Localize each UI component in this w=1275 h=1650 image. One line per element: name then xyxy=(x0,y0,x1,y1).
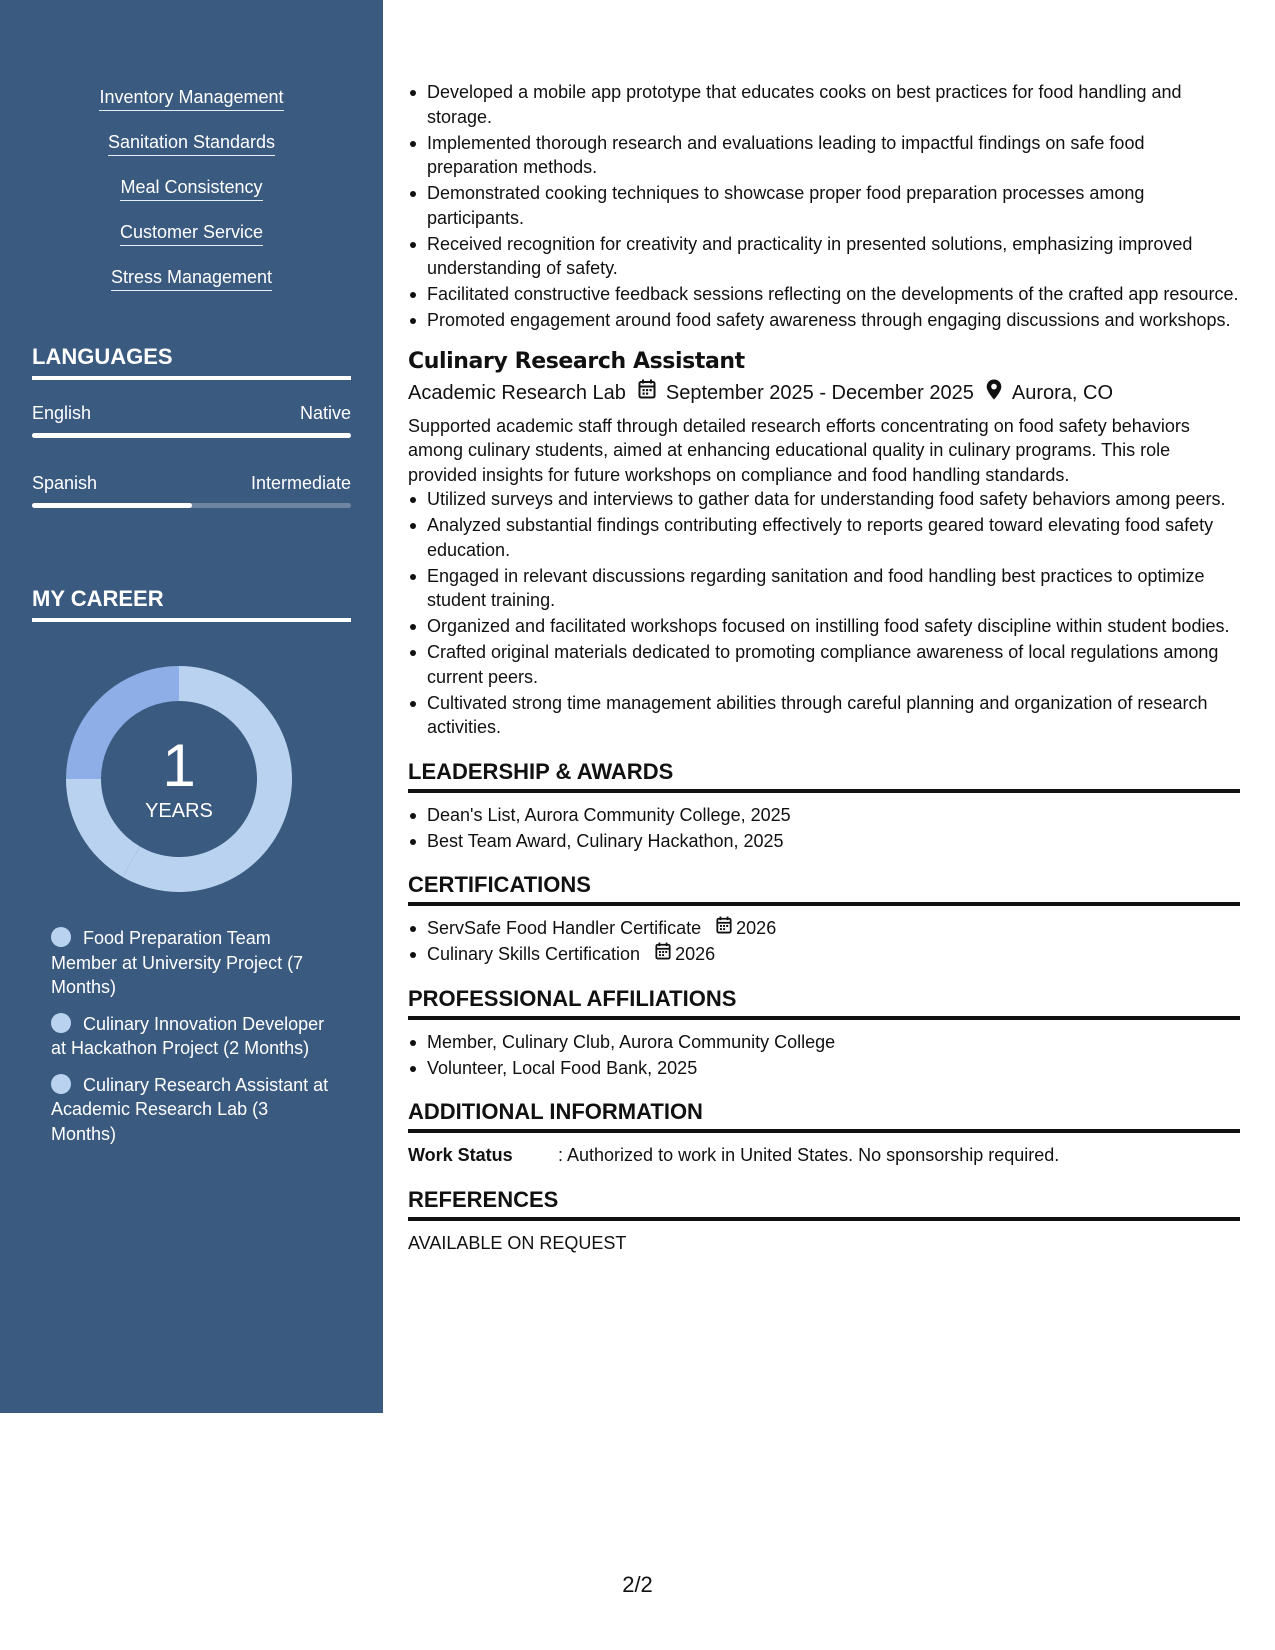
languages-heading: LANGUAGES xyxy=(32,344,351,380)
bullet-item: Developed a mobile app prototype that educates cooks on best practices for food handling and storage. xyxy=(408,80,1240,129)
job-company: Academic Research Lab xyxy=(408,382,626,404)
work-status-value: : Authorized to work in United States. No sponsorship required. xyxy=(558,1145,1060,1165)
job-location: Aurora, CO xyxy=(1011,382,1114,404)
career-dot-icon xyxy=(51,1074,71,1094)
certifications-list xyxy=(408,916,1240,967)
award-item: Dean's List, Aurora Community College, 2025 xyxy=(408,803,1240,828)
career-years-unit: YEARS xyxy=(145,800,213,822)
career-years-value: 1 xyxy=(162,732,196,799)
bullet-item: Organized and facilitated workshops focused on instilling food safety discipline within student bodies. xyxy=(408,614,1240,639)
affiliation-item: Volunteer, Local Food Bank, 2025 xyxy=(408,1056,1240,1081)
skill-item: Customer Service xyxy=(120,221,263,246)
language-bar xyxy=(32,503,351,508)
bullet-item: Facilitated constructive feedback sessions reflecting on the developments of the crafted app resource. xyxy=(408,282,1240,307)
job-description: Supported academic staff through detailed research efforts concentrating on food safety behaviors among culinary students, aimed at enhancing educational quality in culinary programs. This role provided insights for future workshops on compliance and food handling standards. xyxy=(408,415,1190,485)
skills-list xyxy=(0,86,383,311)
bullet-item: Utilized surveys and interviews to gather data for understanding food safety behaviors among peers. xyxy=(408,487,1240,512)
career-item-text: Food Preparation Team Member at University Project (7 Months) xyxy=(51,928,304,997)
career-item xyxy=(51,1012,331,1061)
language-english xyxy=(32,403,351,438)
certification-name: ServSafe Food Handler Certificate xyxy=(427,918,702,938)
page-number: 2/2 xyxy=(622,1572,653,1597)
certification-item xyxy=(408,916,1240,941)
bullet-item: Crafted original materials dedicated to promoting compliance awareness of local regulations among current peers. xyxy=(408,640,1240,689)
additional-info-heading: ADDITIONAL INFORMATION xyxy=(408,1098,1240,1133)
bullet-item: Received recognition for creativity and practicality in presented solutions, emphasizing improved understanding of safety. xyxy=(408,232,1240,281)
main-content xyxy=(408,80,1240,1255)
career-item-text: Culinary Research Assistant at Academic Research Lab (3 Months) xyxy=(51,1074,329,1144)
bullet-item: Engaged in relevant discussions regarding sanitation and food handling best practices to optimize student training. xyxy=(408,564,1240,613)
certification-item xyxy=(408,942,1240,967)
career-donut xyxy=(66,666,292,892)
career-dot-icon xyxy=(51,927,71,947)
language-name: English xyxy=(32,403,92,423)
skill-item: Meal Consistency xyxy=(120,176,262,201)
certifications-heading: CERTIFICATIONS xyxy=(408,871,1240,906)
certification-date: 2026 xyxy=(736,918,777,938)
skill-item: Stress Management xyxy=(111,266,272,291)
bullet-item: Implemented thorough research and evaluations leading to impactful findings on safe food preparation methods. xyxy=(408,131,1240,180)
location-pin-icon xyxy=(986,379,1002,408)
affiliation-item: Member, Culinary Club, Aurora Community College xyxy=(408,1030,1240,1055)
work-status-label: Work Status xyxy=(408,1145,513,1165)
bullet-item: Demonstrated cooking techniques to showcase proper food preparation processes among participants. xyxy=(408,181,1240,230)
references-heading: REFERENCES xyxy=(408,1186,1240,1221)
career-item xyxy=(51,926,331,1000)
skill-item: Inventory Management xyxy=(99,86,283,111)
language-bar-fill xyxy=(32,433,351,438)
references-text: AVAILABLE ON REQUEST xyxy=(408,1232,627,1253)
previous-job-bullets xyxy=(408,80,1240,333)
career-item-text: Culinary Innovation Developer at Hackathon Project (2 Months) xyxy=(51,1013,325,1058)
job-meta xyxy=(408,379,1240,408)
bullet-item: Cultivated strong time management abilities through careful planning and organization of research activities. xyxy=(408,691,1240,740)
bullet-item: Analyzed substantial findings contributing effectively to reports geared toward elevating food safety education. xyxy=(408,513,1240,562)
language-name: Spanish xyxy=(32,473,98,493)
calendar-icon xyxy=(638,379,656,407)
job-title: Culinary Research Assistant xyxy=(408,348,745,374)
career-list xyxy=(51,926,331,1158)
calendar-icon xyxy=(655,942,675,967)
leadership-list xyxy=(408,803,1240,854)
language-bar-fill xyxy=(32,503,192,508)
skill-item: Sanitation Standards xyxy=(108,131,275,156)
affiliations-list xyxy=(408,1030,1240,1081)
bullet-item: Promoted engagement around food safety awareness through engaging discussions and workshops. xyxy=(408,308,1240,333)
job-bullets xyxy=(408,487,1240,740)
sidebar xyxy=(0,0,383,1413)
affiliations-heading: PROFESSIONAL AFFILIATIONS xyxy=(408,985,1240,1020)
language-level: Native xyxy=(299,403,351,423)
work-status-row xyxy=(408,1143,1240,1168)
language-spanish xyxy=(32,473,351,508)
career-dot-icon xyxy=(51,1013,71,1033)
job-dates: September 2025 - December 2025 xyxy=(665,382,974,404)
leadership-heading: LEADERSHIP & AWARDS xyxy=(408,758,1240,793)
language-bar xyxy=(32,433,351,438)
certification-date: 2026 xyxy=(675,944,716,964)
career-item xyxy=(51,1073,331,1147)
award-item: Best Team Award, Culinary Hackathon, 2025 xyxy=(408,829,1240,854)
career-heading: MY CAREER xyxy=(32,586,351,622)
calendar-icon xyxy=(716,916,736,941)
certification-name: Culinary Skills Certification xyxy=(427,944,641,964)
language-level: Intermediate xyxy=(250,473,351,493)
